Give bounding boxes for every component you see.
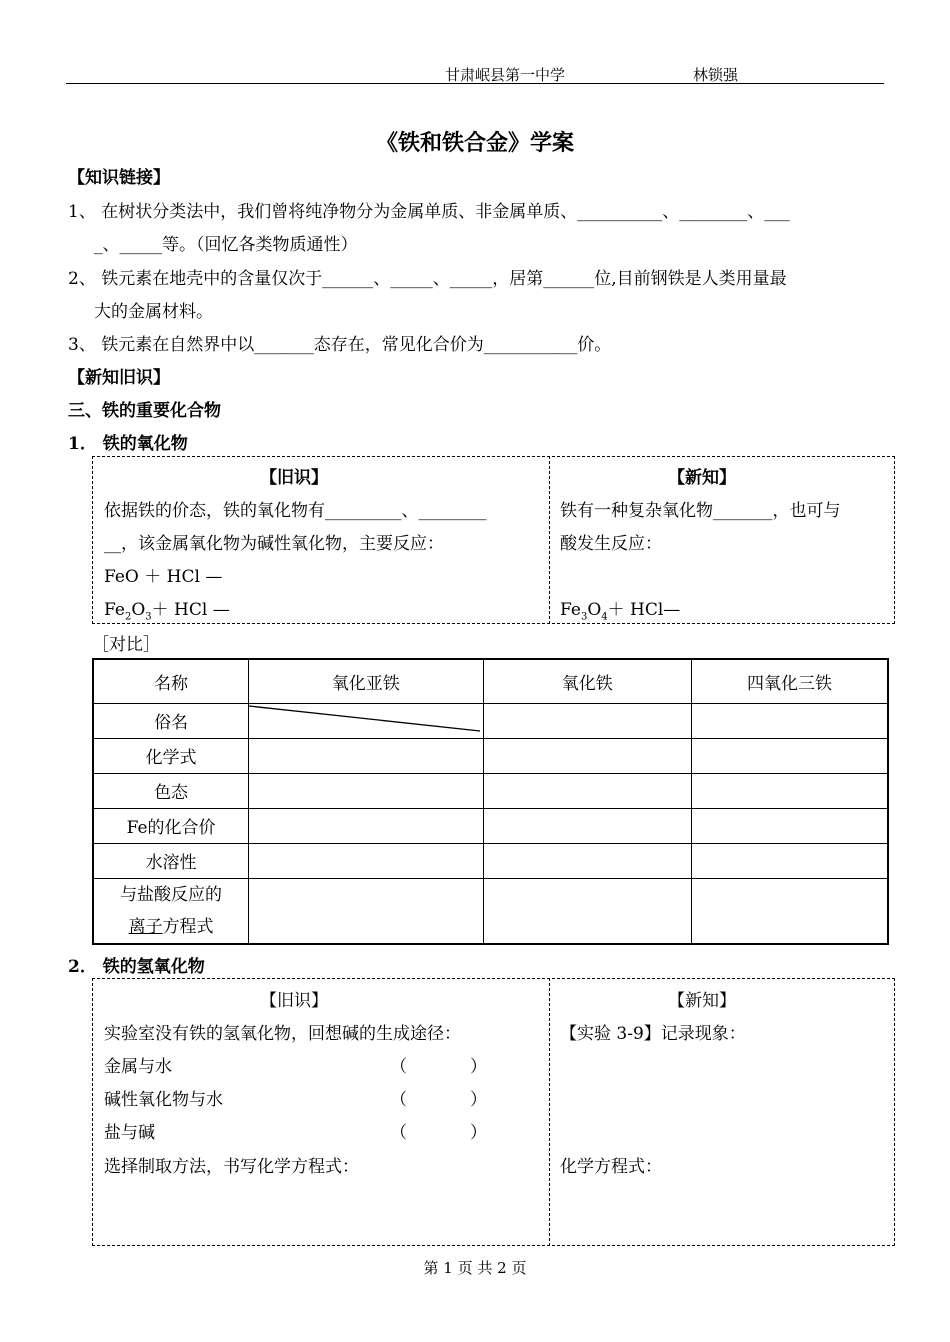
section-new-knowledge: 【新知旧识】: [68, 368, 170, 388]
row-label: 化学式: [93, 738, 249, 773]
hydroxide-new-last: 化学方程式：: [560, 1157, 662, 1177]
oxide-old-equation-1: FeO ＋ HCl —: [104, 567, 223, 587]
question-3: 3、 铁元素在自然界中以_______态存在，常见化合价为___________价。: [68, 335, 612, 355]
comparison-table: [92, 658, 889, 945]
section-knowledge-link: 【知识链接】: [68, 168, 170, 188]
hydroxide-old-line-1: 实验室没有铁的氢氧化物，回想碱的生成途径：: [104, 1024, 461, 1044]
table-cell: [483, 773, 691, 808]
table-cell: [691, 843, 888, 878]
route-item: 金属与水: [104, 1057, 172, 1077]
oxide-new-equation: $Fe_3O_4+$ HCl—: [560, 600, 681, 623]
table-cell: [483, 808, 691, 843]
paren-close: ）: [470, 1123, 487, 1143]
header-school: 甘肃岷县第一中学: [445, 66, 566, 84]
table-cell: [483, 738, 691, 773]
oxide-new-title: 【新知】: [668, 468, 736, 488]
table-row: [93, 738, 888, 773]
table-header: 四氧化三铁: [691, 659, 888, 703]
oxide-old-line-1: 依据铁的价态，铁的氧化物有_________、________: [104, 501, 487, 521]
table-row: [93, 878, 888, 944]
table-row: [93, 773, 888, 808]
table-header-row: [93, 659, 888, 703]
page-title: 《铁和铁合金》学案: [375, 130, 574, 156]
paren-open: （: [390, 1090, 407, 1110]
table-cell: [483, 878, 691, 944]
table-cell: [249, 808, 483, 843]
paren-open: （: [390, 1123, 407, 1143]
row-label-line-1: 与盐酸反应的: [120, 884, 223, 905]
table-cell: [691, 738, 888, 773]
oxide-old-line-2: __，该金属氧化物为碱性氧化物，主要反应：: [104, 534, 444, 554]
question-1-line-2: _、_____等。（回忆各类物质通性）: [94, 235, 358, 255]
hydroxide-box-divider: [549, 978, 550, 1246]
table-row: [93, 703, 888, 738]
oxide-old-equation-2: $Fe_2O_3+$ HCl —: [104, 600, 230, 623]
compare-label: ［对比］: [92, 635, 160, 655]
row-label: Fe的化合价: [93, 808, 249, 843]
table-header: 氧化亚铁: [249, 659, 483, 703]
hydroxide-old-title: 【旧识】: [260, 991, 328, 1011]
oxide-new-line-1: 铁有一种复杂氧化物_______，也可与: [560, 501, 841, 521]
table-cell: [249, 773, 483, 808]
subsection-iron-hydroxides: 2． 铁的氢氧化物: [68, 957, 205, 977]
table-cell: [249, 878, 483, 944]
section-part-3: 三、铁的重要化合物: [68, 401, 221, 421]
route-item: 盐与碱: [104, 1123, 155, 1143]
hydroxide-new-line-1: 【实验 3-9】记录现象：: [560, 1024, 746, 1044]
table-cell: [691, 703, 888, 738]
header-rule: [66, 83, 884, 84]
row-label-line-2: 离子方程式: [128, 916, 214, 937]
table-header: 名称: [93, 659, 249, 703]
paren-close: ）: [470, 1057, 487, 1077]
question-1-line-1: 1、 在树状分类法中，我们曾将纯净物分为金属单质、非金属单质、__________、________、___: [68, 202, 790, 222]
table-cell: [249, 738, 483, 773]
table-cell: [691, 773, 888, 808]
hydroxide-new-title: 【新知】: [668, 991, 736, 1011]
oxide-box-divider: [549, 456, 550, 624]
table-cell: [249, 843, 483, 878]
oxide-new-line-2: 酸发生反应：: [560, 534, 662, 554]
paren-open: （: [390, 1057, 407, 1077]
page-footer: 第 1 页 共 2 页: [423, 1259, 527, 1277]
paren-close: ）: [470, 1090, 487, 1110]
row-label: 俗名: [93, 703, 249, 738]
table-cell: [691, 878, 888, 944]
oxide-old-title: 【旧识】: [260, 468, 328, 488]
table-cell: [483, 843, 691, 878]
row-label: 水溶性: [93, 843, 249, 878]
row-label: 色态: [93, 773, 249, 808]
table-row: [93, 843, 888, 878]
diagonal-slash: [249, 704, 484, 739]
subsection-iron-oxides: 1． 铁的氧化物: [68, 434, 188, 454]
question-2-line-2: 大的金属材料。: [94, 302, 213, 322]
table-header: 氧化铁: [483, 659, 691, 703]
route-item: 碱性氧化物与水: [104, 1090, 223, 1110]
table-cell: [691, 808, 888, 843]
table-row: [93, 808, 888, 843]
table-cell-slashed: [249, 703, 483, 738]
table-cell: [483, 703, 691, 738]
header-author: 林锁强: [693, 66, 739, 84]
hydroxide-old-last: 选择制取方法，书写化学方程式：: [104, 1157, 359, 1177]
question-2-line-1: 2、 铁元素在地壳中的含量仅次于______、_____、_____，居第______位,目前钢铁是人类用量最: [68, 269, 787, 289]
row-label: [93, 878, 249, 944]
